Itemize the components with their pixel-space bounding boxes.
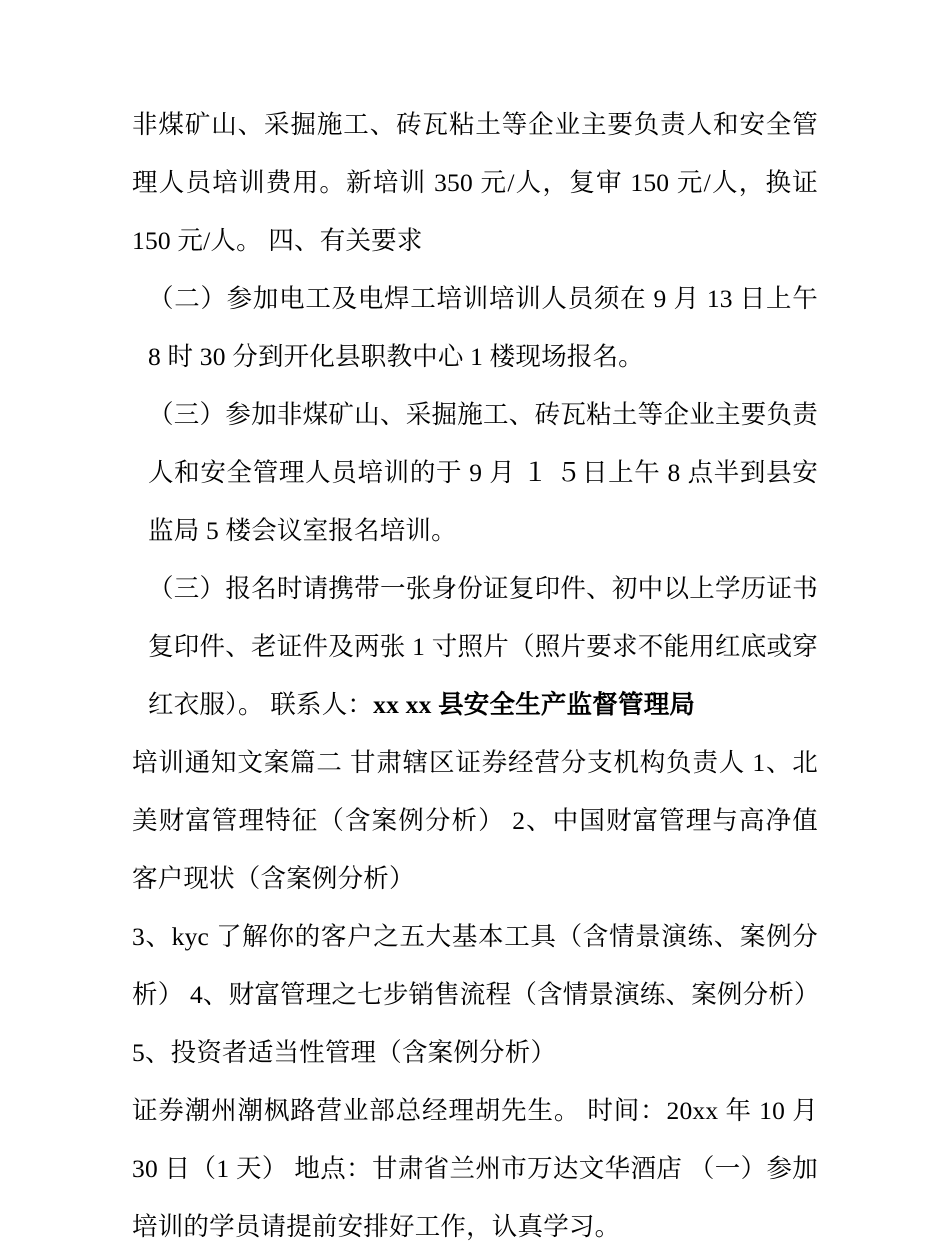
paragraph-2: （二）参加电工及电焊工培训培训人员须在 9 月 13 日上午 8 时 30 分到开化县职教中心 1 楼现场报名。 bbox=[148, 284, 825, 371]
document-body bbox=[132, 96, 825, 1256]
paragraph-1: 非煤矿山、采掘施工、砖瓦粘土等企业主要负责人和安全管理人员培训费用。新培训 350 元/人，复审 150 元/人，换证 150 元/人。 四、有关要求 bbox=[132, 110, 825, 255]
paragraph-6: 3、kyc 了解你的客户之五大基本工具（含情景演练、案例分析） 4、财富管理之七步销售流程（含情景演练、案例分析） bbox=[132, 922, 820, 1009]
paragraph-4-text: （三）报名时请携带一张身份证复印件、初中以上学历证书复印件、老证件及两张 1 寸照片（照片要求不能用红底或穿红衣服）。 联系人： bbox=[148, 574, 818, 719]
paragraph-5: 培训通知文案篇二 甘肃辖区证券经营分支机构负责人 1、北美财富管理特征（含案例分析） 2、中国财富管理与高净值客户现状（含案例分析） bbox=[132, 748, 818, 893]
paragraph-8: 证券潮州潮枫路营业部总经理胡先生。 时间：20xx 年 10 月 30 日（1 天） 地点：甘肃省兰州市万达文华酒店 （一）参加培训的学员请提前安排好工作，认真学习。 bbox=[132, 1096, 825, 1241]
paragraph-4 bbox=[132, 560, 818, 734]
paragraph-7: 5、投资者适当性管理（含案例分析） bbox=[132, 1038, 557, 1067]
paragraph-3: （三）参加非煤矿山、采掘施工、砖瓦粘土等企业主要负责人和安全管理人员培训的于 9 月 １ ５日上午 8 点半到县安监局 5 楼会议室报名培训。 bbox=[148, 400, 818, 545]
contact-organization: xx xx 县安全生产监督管理局 bbox=[373, 690, 696, 719]
